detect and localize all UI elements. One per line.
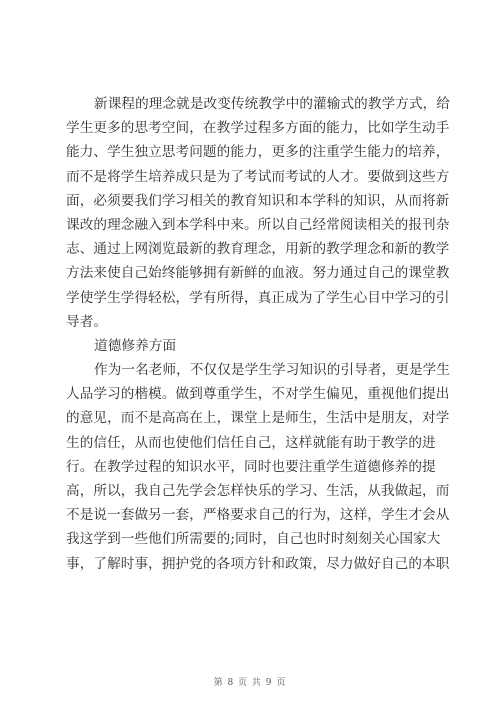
text-line: 我这学到一些他们所需要的;同时，自己也时时刻刻关心国家大 [66,531,441,548]
text-line: 行。在教学过程的知识水平，同时也要注重学生道德修养的提 [66,458,436,475]
paragraph-moral-cultivation [66,358,451,576]
text-line: 高，所以，我自己先学会怎样快乐的学习、生活，从我做起，而 [66,483,450,499]
section-heading [94,334,434,358]
heading-text: 道德修养方面 [94,337,177,354]
text-line: 生的信任，从而也使他们信任自己，这样就能有助于教学的进 [66,434,436,451]
text-line: 作为一名老师，不仅仅是学生学习知识的引导者，更是学生 [94,362,451,379]
document-body [66,92,451,576]
text-line: 事，了解时事，拥护党的各项方针和政策，尽力做好自己的本职 [66,555,450,572]
text-line: 学生更多的思考空间，在教学过程多方面的能力，比如学生动手 [66,120,450,137]
paragraph-teaching-philosophy [66,92,451,334]
text-line: 课改的理念融入到本学科中来。所以自己经常阅读相关的报刊杂 [66,216,450,233]
text-line: 导者。 [66,313,108,330]
text-line: 不是说一套做另一套，严格要求自己的行为，这样，学生才会从 [66,507,450,524]
text-line: 新课程的理念就是改变传统教学中的灌输式的教学方式，给 [94,96,451,112]
text-line: 人品学习的楷模。做到尊重学生，不对学生偏见，重视他们提出 [66,386,450,403]
text-line: 学使学生学得轻松，学有所得，真正成为了学生心目中学习的引 [66,289,450,306]
text-line: 方法来使自己始终能够拥有新鲜的血液。努力通过自己的课堂教 [66,265,450,282]
page-footer: 第 8 页 共 9 页 [213,678,287,688]
text-line: 面，必须要我们学习相关的教育知识和本学科的知识，从而将新 [66,192,450,209]
text-line: 的意见，而不是高高在上，课堂上是师生，生活中是朋友，对学 [66,410,450,427]
text-line: 能力、学生独立思考问题的能力，更多的注重学生能力的培养， [66,144,450,161]
text-line: 而不是将学生培养成只是为了考试而考试的人才。要做到这些方 [66,168,450,185]
text-line: 志、通过上网浏览最新的教育理念，用新的教学理念和新的教学 [66,241,450,258]
